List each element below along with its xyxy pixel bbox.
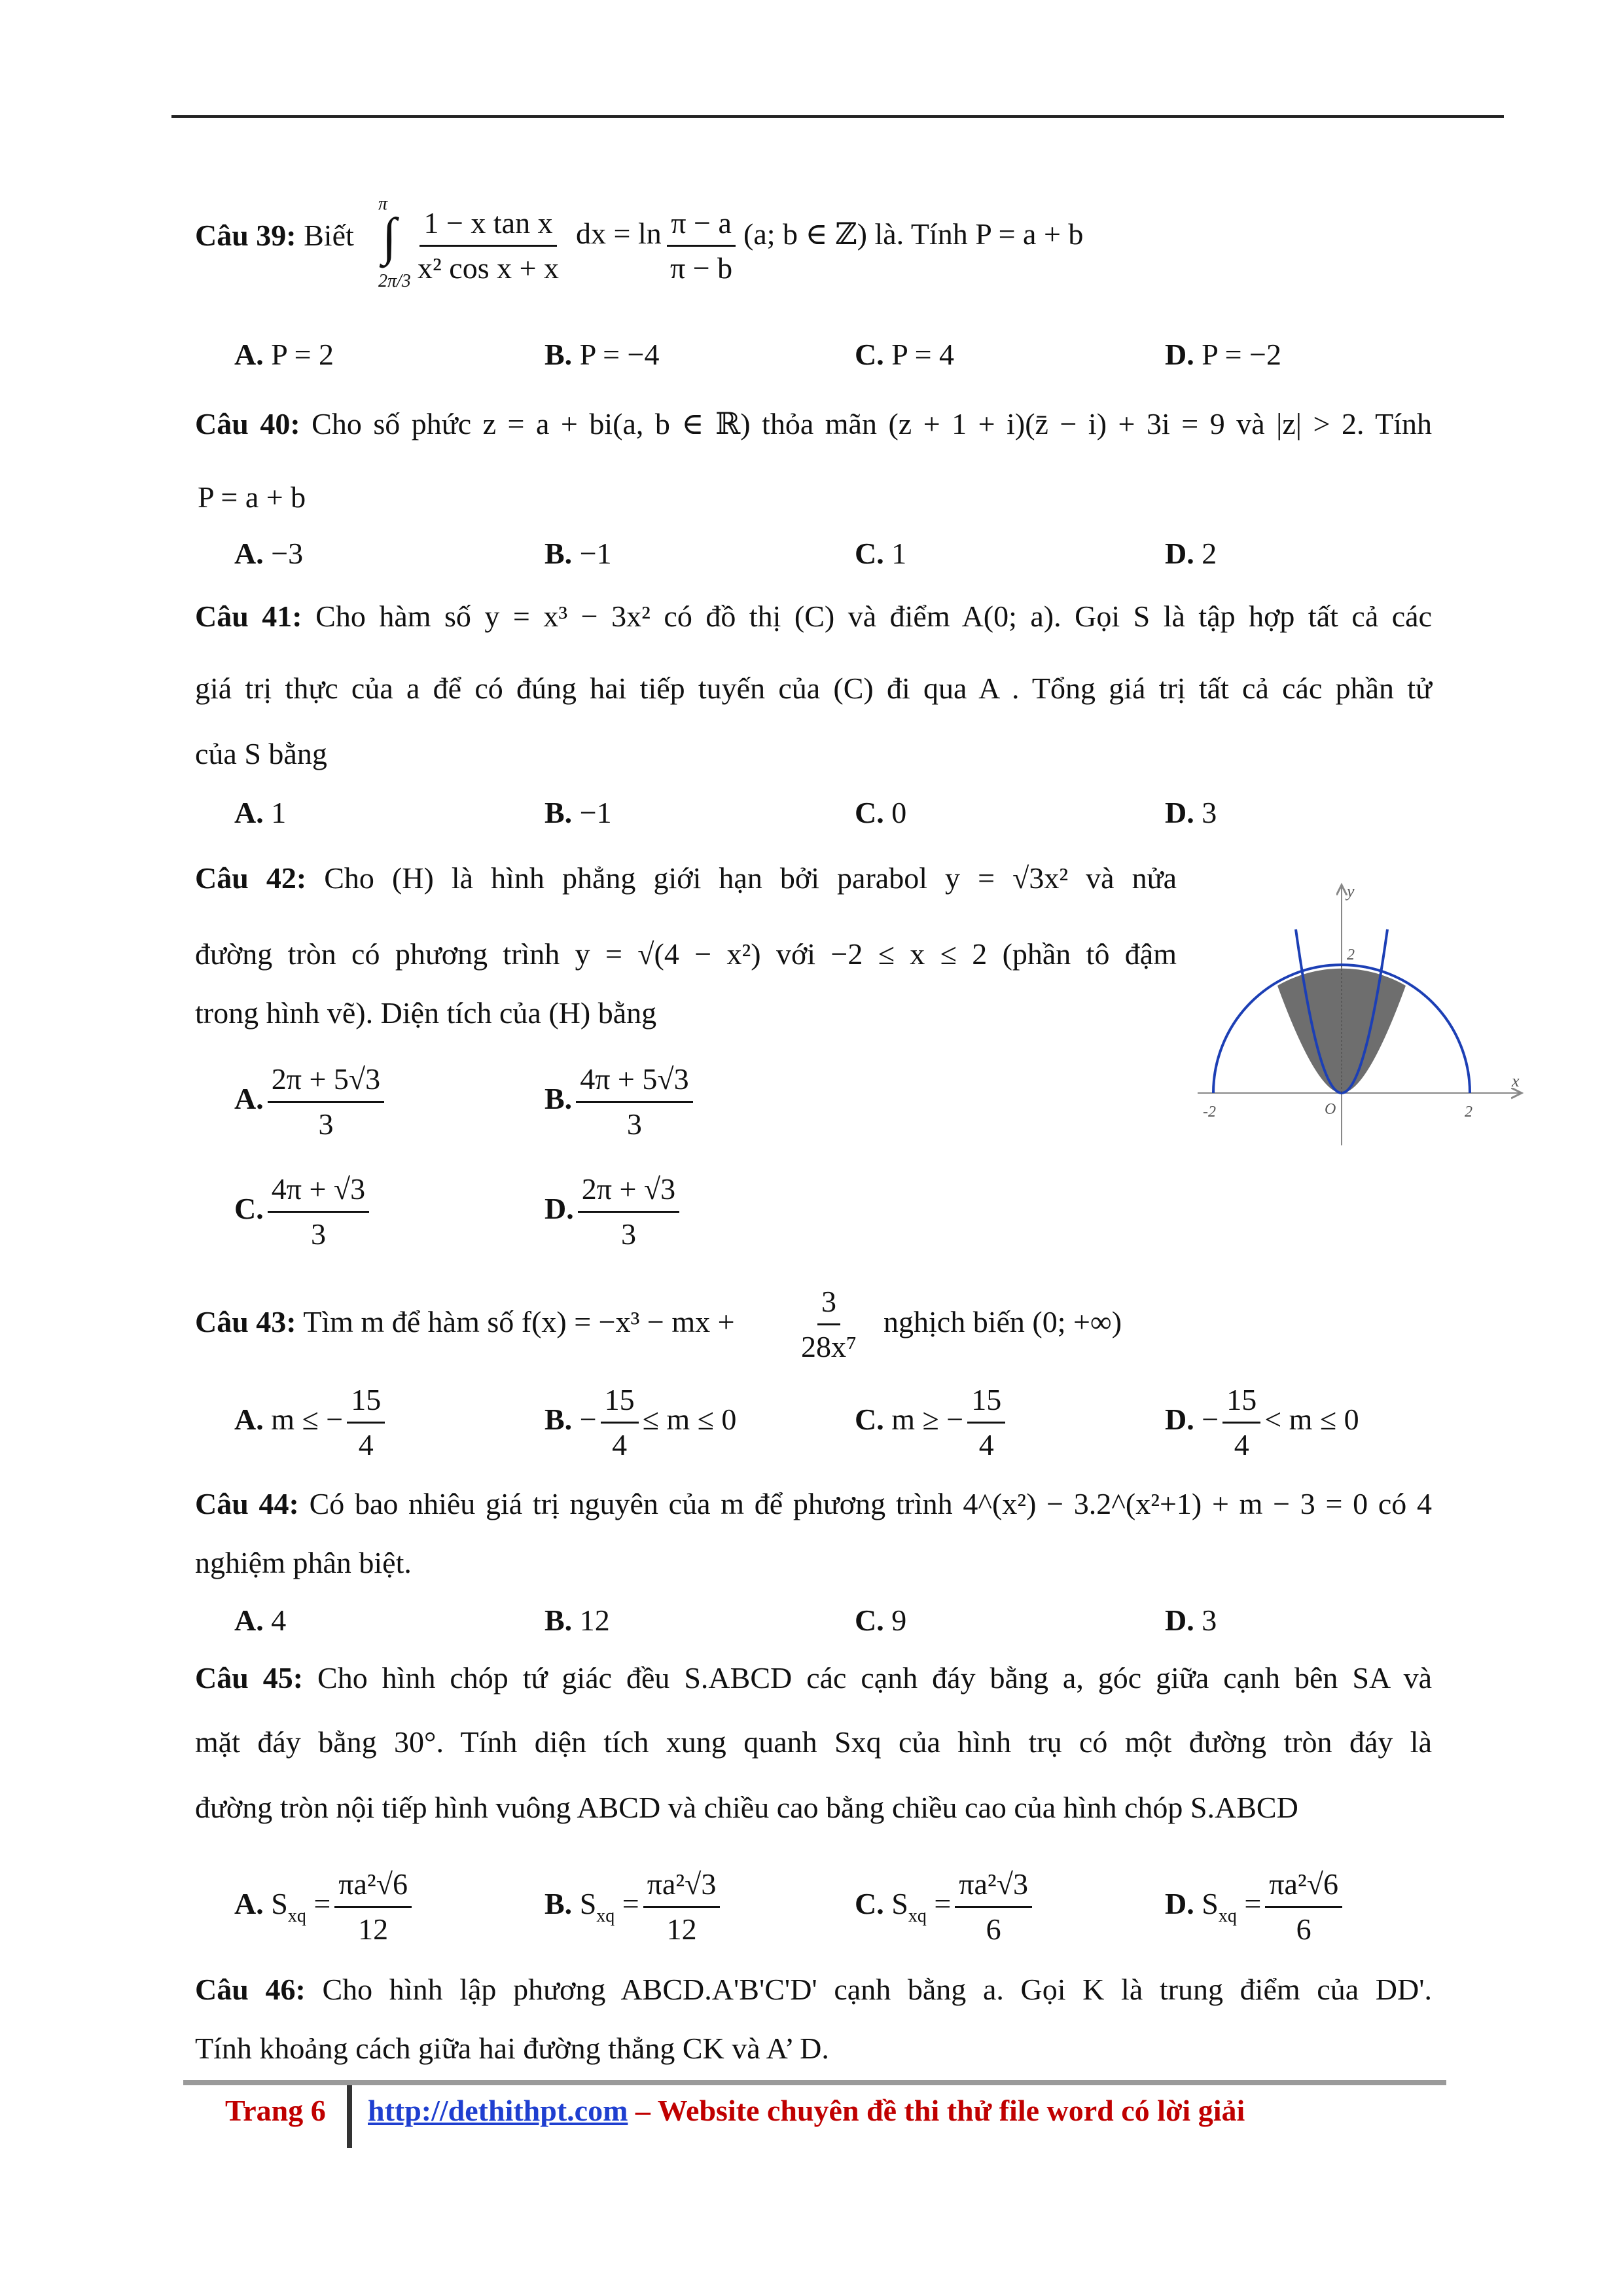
footer-text: [368, 2093, 1245, 2128]
q44-option-b: B. 12: [544, 1604, 610, 1637]
q41-option-c: C. 0: [855, 796, 907, 829]
q42-figure: [1191, 877, 1531, 1152]
q39-option-a: A. P = 2: [234, 338, 334, 371]
q44-option-a: A. 4: [234, 1604, 287, 1637]
integral-lower: 2π/3: [378, 271, 411, 291]
q41-option-d: D. 3: [1165, 796, 1217, 829]
q40-option-a: A. −3: [234, 537, 304, 570]
q41-text-line2: giá trị thực của a để có đúng hai tiếp tuyến của (C) đi qua A . Tổng giá trị tất cả các phần tử: [195, 672, 1432, 705]
q42-text-line2: đường tròn có phương trình y = √(4 − x²) với −2 ≤ x ≤ 2 (phần tô đậm: [195, 937, 1177, 971]
q39-integrand: [410, 204, 567, 287]
q44-option-c: C. 9: [855, 1604, 907, 1637]
q41-option-a: A. 1: [234, 796, 287, 829]
q43-option-d: D. − $\frac{15}{4}$ < m ≤ 0: [1165, 1381, 1359, 1464]
y-axis-label: y: [1347, 882, 1355, 901]
q39-condition: (a; b ∈ ℤ) là. Tính P = a + b: [743, 217, 1084, 251]
page-number: Trang 6: [225, 2094, 326, 2127]
q43-text-pre: Tìm m để hàm số f(x) = −x³ − mx +: [303, 1305, 735, 1338]
q46-text-line2: Tính khoảng cách giữa hai đường thẳng CK và A’ D.: [195, 2032, 829, 2065]
question-42: [195, 859, 1177, 898]
q39-intro: Biết: [304, 219, 354, 252]
q42-text-line3: trong hình vẽ). Diện tích của (H) bằng: [195, 996, 657, 1030]
q45-option-a: A. $S_{xq}$ = $\frac{\text{πa²√6}}{12}$: [234, 1865, 416, 1948]
q39-option-b: B. P = −4: [544, 338, 660, 371]
question-46: [195, 1970, 1432, 2009]
question-label: Câu 46:: [195, 1973, 306, 2006]
integrand-numerator: 1 − x tan x: [419, 204, 556, 247]
question-44: [195, 1484, 1432, 1524]
tick-neg2: -2: [1203, 1103, 1216, 1121]
question-41: [195, 597, 1432, 636]
question-label: Câu 41:: [195, 600, 302, 633]
question-45: [195, 1659, 1432, 1698]
integrand-denominator: x² cos x + x: [418, 251, 560, 285]
question-43: [195, 1302, 735, 1342]
header-rule: [171, 115, 1504, 118]
q39-option-d: D. P = −2: [1165, 338, 1281, 371]
q45-text-line1: Cho hình chóp tứ giác đều S.ABCD các cạnh đáy bằng a, góc giữa cạnh bên SA và: [317, 1661, 1433, 1695]
q40-text-line2: P = a + b: [198, 480, 306, 514]
q44-option-d: D. 3: [1165, 1604, 1217, 1637]
shaded-region: [1277, 969, 1406, 1093]
question-label: Câu 43:: [195, 1305, 296, 1338]
question-label: Câu 42:: [195, 861, 307, 895]
q43-option-b: B. − $\frac{15}{4}$ ≤ m ≤ 0: [544, 1381, 736, 1464]
question-label: Câu 39:: [195, 219, 296, 252]
q45-option-c: C. $S_{xq}$ = $\frac{\text{πa²√3}}{6}$: [855, 1865, 1036, 1948]
x-axis-label: x: [1512, 1071, 1520, 1090]
q45-option-d: D. $S_{xq}$ = $\frac{\text{πa²√6}}{6}$: [1165, 1865, 1346, 1948]
q42-text-line1: Cho (H) là hình phẳng giới hạn bởi parabol y = √3x² và nửa: [324, 861, 1177, 895]
q40-option-b: B. −1: [544, 537, 612, 570]
q39-ln-fraction: [662, 204, 740, 287]
tick-y2: 2: [1347, 946, 1355, 963]
footer-tagline: – Website chuyên đề thi thử file word có lời giải: [635, 2094, 1245, 2127]
origin-label: O: [1325, 1101, 1336, 1118]
q46-text-line1: Cho hình lập phương ABCD.A'B'C'D' cạnh bằng a. Gọi K là trung điểm của DD'.: [322, 1973, 1433, 2006]
q43-text-post: nghịch biến (0; +∞): [883, 1305, 1122, 1338]
q45-option-b: B. $S_{xq}$ = $\frac{\text{πa²√3}}{12}$: [544, 1865, 724, 1948]
q39-mid: dx = ln: [576, 217, 662, 250]
q42-option-c: C. $\frac{4\pi + √3}{3}$: [234, 1170, 373, 1253]
q45-text-line3: đường tròn nội tiếp hình vuông ABCD và chiều cao bằng chiều cao của hình chóp S.ABCD: [195, 1791, 1298, 1824]
integral-upper: π: [378, 194, 388, 214]
question-39: [195, 216, 354, 255]
q42-option-d: D. $\frac{2\pi + √3}{3}$: [544, 1170, 683, 1253]
question-40: [195, 404, 1432, 444]
question-label: Câu 40:: [195, 407, 300, 440]
q40-option-d: D. 2: [1165, 537, 1217, 570]
q41-text-line1: Cho hàm số y = x³ − 3x² có đồ thị (C) và điểm A(0; a). Gọi S là tập hợp tất cả các: [315, 600, 1433, 633]
q41-text-line3: của S bằng: [195, 737, 327, 770]
q40-option-c: C. 1: [855, 537, 907, 570]
ln-denominator: π − b: [670, 251, 733, 285]
footer-rule: [183, 2080, 1446, 2085]
footer-divider: [347, 2085, 352, 2148]
integral-sign: ∫: [382, 208, 397, 266]
q43-option-a: A. m ≤ − $\frac{15}{4}$: [234, 1381, 389, 1464]
q43-fraction: $\frac{3}{\text{28x⁷}}$: [793, 1283, 865, 1366]
q42-option-a: A. $\frac{2\pi + 5√3}{3}$: [234, 1060, 388, 1143]
ln-numerator: π − a: [667, 204, 736, 247]
q42-option-b: B. $\frac{4\pi + 5√3}{3}$: [544, 1060, 697, 1143]
footer-link[interactable]: http://dethithpt.com: [368, 2094, 628, 2127]
q44-text-line2: nghiệm phân biệt.: [195, 1546, 412, 1579]
q44-text-line1: Có bao nhiêu giá trị nguyên của m để phương trình 4^(x²) − 3.2^(x²+1) + m − 3 = 0 có 4: [309, 1487, 1433, 1520]
question-label: Câu 44:: [195, 1487, 299, 1520]
q45-text-line2: mặt đáy bằng 30°. Tính diện tích xung quanh Sxq của hình trụ có một đường tròn đáy là: [195, 1725, 1432, 1759]
tick-2: 2: [1465, 1103, 1472, 1121]
question-label: Câu 45:: [195, 1661, 304, 1695]
q40-text-line1: Cho số phức z = a + bi(a, b ∈ ℝ) thỏa mãn (z + 1 + i)(z̄ − i) + 3i = 9 và |z| > 2. Tính: [312, 407, 1433, 440]
q43-option-c: C. m ≥ − $\frac{15}{4}$: [855, 1381, 1009, 1464]
q41-option-b: B. −1: [544, 796, 612, 829]
q39-option-c: C. P = 4: [855, 338, 955, 371]
